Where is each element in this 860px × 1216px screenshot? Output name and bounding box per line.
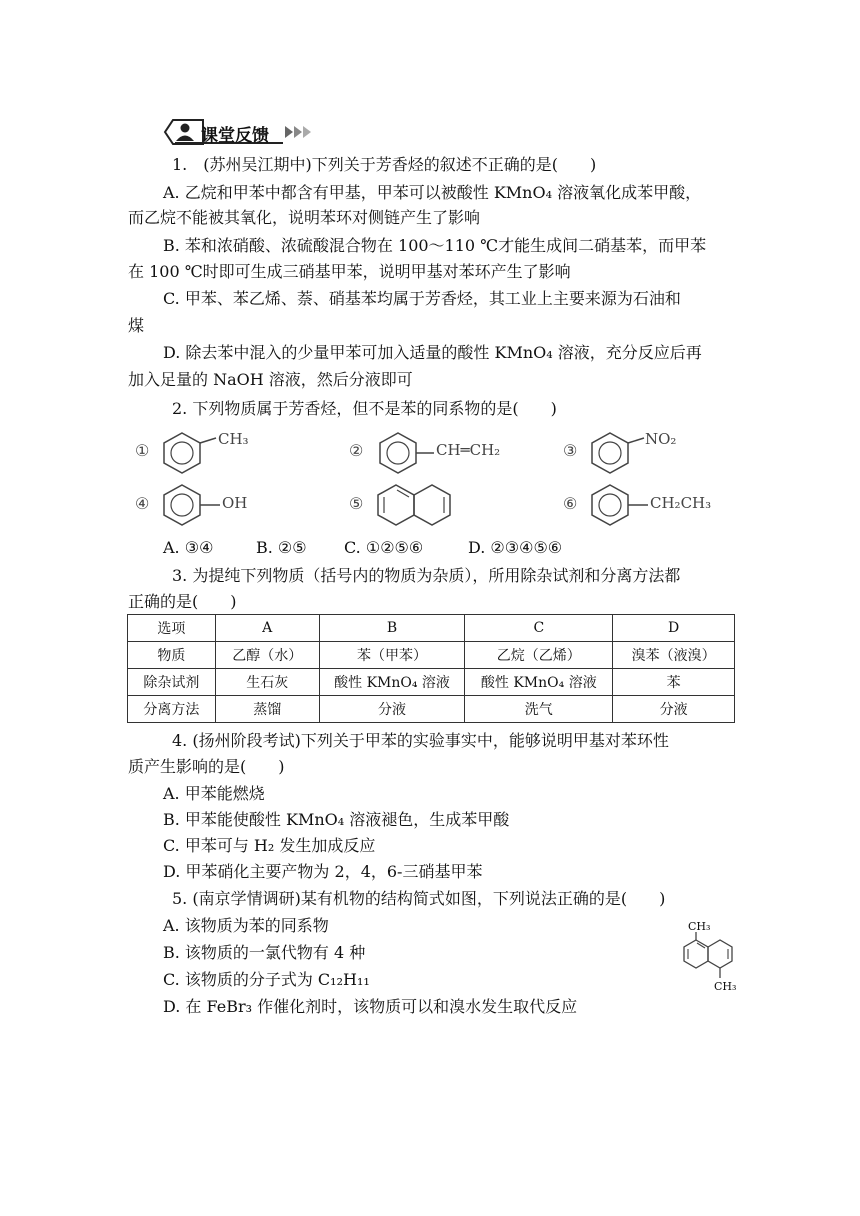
q1-option-a-line1: A. 乙烷和甲苯中都含有甲基，甲苯可以被酸性 KMnO₄ 溶液氧化成苯甲酸， bbox=[163, 183, 702, 202]
table-cell: 选项 bbox=[128, 615, 216, 642]
section-badge bbox=[163, 118, 319, 146]
person-icon bbox=[181, 124, 190, 133]
structure-1-number: ① bbox=[135, 441, 150, 460]
q1-option-b-line1: B. 苯和浓硝酸、浓硫酸混合物在 100～110 ℃才能生成间二硝基苯，而甲苯 bbox=[163, 236, 707, 255]
q5-option-b: B. 该物质的一氯代物有 4 种 bbox=[163, 943, 366, 962]
table-row bbox=[128, 669, 735, 696]
q5-stem: 5. (南京学情调研)某有机物的结构简式如图，下列说法正确的是( ) bbox=[172, 889, 666, 908]
q1-option-c-line2: 煤 bbox=[128, 316, 145, 335]
q4-option-c: C. 甲苯可与 H₂ 发生加成反应 bbox=[163, 836, 376, 855]
q1-option-b-line2: 在 100 ℃时即可生成三硝基甲苯，说明甲基对苯环产生了影响 bbox=[128, 262, 571, 281]
q4-option-a: A. 甲苯能燃烧 bbox=[163, 784, 265, 803]
q5-option-a: A. 该物质为苯的同系物 bbox=[163, 916, 329, 935]
table-cell: B bbox=[319, 615, 465, 642]
table-row bbox=[128, 615, 735, 642]
structure-4-number: ④ bbox=[135, 494, 150, 513]
table-row bbox=[128, 696, 735, 723]
table-cell: 分液 bbox=[319, 696, 465, 723]
table-cell: 苯 bbox=[613, 669, 735, 696]
q4-stem-line2: 质产生影响的是( ) bbox=[128, 757, 285, 776]
table-cell: 除杂试剂 bbox=[128, 669, 216, 696]
q3-stem-line2: 正确的是( ) bbox=[128, 592, 237, 611]
structure-5-number: ⑤ bbox=[349, 494, 364, 513]
q4-option-d: D. 甲苯硝化主要产物为 2，4，6-三硝基甲苯 bbox=[163, 862, 483, 881]
table-cell: 溴苯（液溴） bbox=[613, 642, 735, 669]
table-cell: 乙醇（水） bbox=[215, 642, 319, 669]
q2-option-c: C. ①②⑤⑥ bbox=[344, 538, 424, 557]
table-cell: 物质 bbox=[128, 642, 216, 669]
q2-option-b: B. ②⑤ bbox=[256, 538, 307, 557]
q2-option-a: A. ③④ bbox=[163, 538, 214, 557]
q1-option-a-line2: 而乙烷不能被其氧化，说明苯环对侧链产生了影响 bbox=[128, 208, 481, 227]
table-cell: 分离方法 bbox=[128, 696, 216, 723]
table-cell: 分液 bbox=[613, 696, 735, 723]
structure-4-group: OH bbox=[222, 494, 248, 512]
q2-stem: 2. 下列物质属于芳香烃，但不是苯的同系物的是( ) bbox=[172, 399, 557, 418]
q4-option-b: B. 甲苯能使酸性 KMnO₄ 溶液褪色，生成苯甲酸 bbox=[163, 810, 510, 829]
q5-methyl-top: CH₃ bbox=[688, 920, 711, 933]
table-cell: 酸性 KMnO₄ 溶液 bbox=[319, 669, 465, 696]
structure-5-naphthalene bbox=[374, 480, 454, 530]
q1-option-d-line2: 加入足量的 NaOH 溶液，然后分液即可 bbox=[128, 370, 413, 389]
table-cell: 蒸馏 bbox=[215, 696, 319, 723]
q1-option-c-line1: C. 甲苯、苯乙烯、萘、硝基苯均属于芳香烃，其工业上主要来源为石油和 bbox=[163, 289, 681, 308]
table-cell: C bbox=[465, 615, 613, 642]
q5-option-d: D. 在 FeBr₃ 作催化剂时，该物质可以和溴水发生取代反应 bbox=[163, 997, 578, 1016]
structure-3-group: NO₂ bbox=[645, 430, 677, 448]
q1-option-d-line1: D. 除去苯中混入的少量甲苯可加入适量的酸性 KMnO₄ 溶液，充分反应后再 bbox=[163, 343, 702, 362]
table-cell: A bbox=[215, 615, 319, 642]
structure-4-phenol bbox=[160, 480, 230, 530]
structure-2-number: ② bbox=[349, 441, 364, 460]
q5-option-c: C. 该物质的分子式为 C₁₂H₁₁ bbox=[163, 970, 370, 989]
table-row bbox=[128, 642, 735, 669]
structure-6-group: CH₂CH₃ bbox=[650, 494, 712, 512]
q2-option-d: D. ②③④⑤⑥ bbox=[468, 538, 563, 557]
q5-structure-dimethylnaphthalene bbox=[676, 920, 746, 1006]
structure-3-number: ③ bbox=[563, 441, 578, 460]
table-cell: 乙烷（乙烯） bbox=[465, 642, 613, 669]
table-cell: 苯（甲苯） bbox=[319, 642, 465, 669]
table-cell: 洗气 bbox=[465, 696, 613, 723]
table-cell: 酸性 KMnO₄ 溶液 bbox=[465, 669, 613, 696]
structure-2-group: CH═CH₂ bbox=[436, 441, 501, 459]
q3-table bbox=[127, 614, 735, 723]
q4-stem-line1: 4. (扬州阶段考试)下列关于甲苯的实验事实中，能够说明甲基对苯环性 bbox=[172, 731, 669, 750]
q5-methyl-bottom: CH₃ bbox=[714, 980, 737, 993]
q1-stem: 1. (苏州吴江期中)下列关于芳香烃的叙述不正确的是( ) bbox=[172, 155, 597, 174]
structure-1-group: CH₃ bbox=[218, 430, 249, 448]
table-cell: D bbox=[613, 615, 735, 642]
section-title: 课堂反馈 bbox=[201, 126, 269, 146]
q3-stem-line1: 3. 为提纯下列物质（括号内的物质为杂质），所用除杂试剂和分离方法都 bbox=[172, 566, 681, 585]
structure-6-number: ⑥ bbox=[563, 494, 578, 513]
structure-6-ethylbenzene bbox=[588, 480, 658, 530]
table-cell: 生石灰 bbox=[215, 669, 319, 696]
